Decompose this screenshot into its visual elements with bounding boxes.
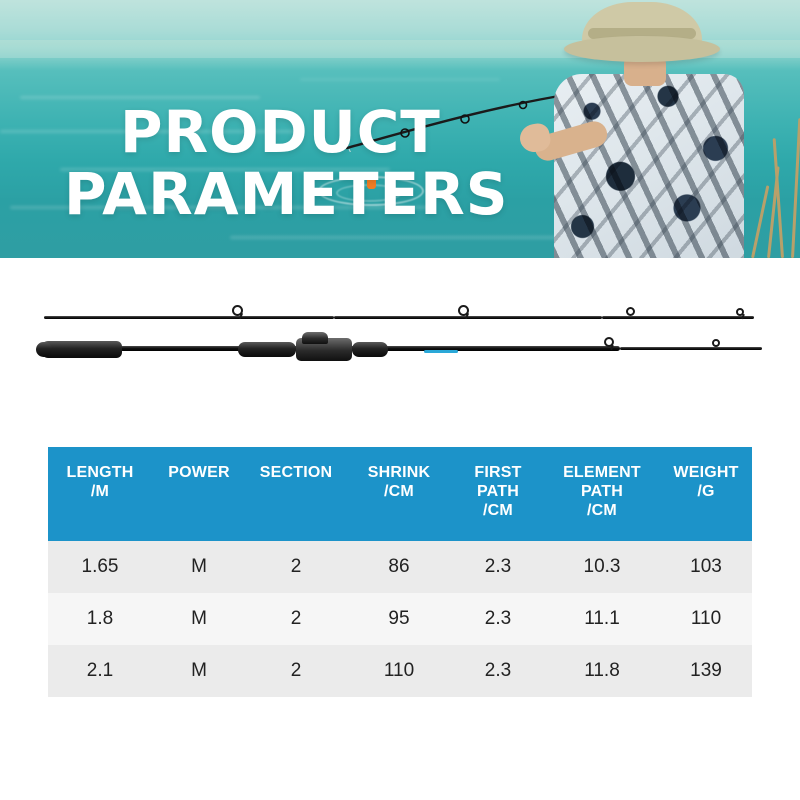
- blue-accent-wrap: [424, 350, 458, 353]
- cell-weight: 103: [660, 541, 752, 593]
- column-header-section: [246, 447, 346, 541]
- column-header-weight-title: WEIGHT: [673, 464, 739, 481]
- column-header-shrink-title: SHRINK: [367, 464, 431, 481]
- column-header-element-path-word2: PATH: [581, 483, 623, 500]
- column-header-section-title: SECTION: [259, 464, 333, 481]
- rod-upper-piece-tip: [602, 316, 754, 319]
- table-row: [48, 541, 752, 593]
- cell-section: 2: [246, 541, 346, 593]
- cell-first-path: 2.3: [452, 541, 544, 593]
- cell-power: M: [152, 645, 246, 697]
- cell-weight: 110: [660, 593, 752, 645]
- rear-grip: [238, 342, 296, 357]
- cell-section: 2: [246, 593, 346, 645]
- shirt-pattern: [554, 74, 744, 258]
- rod-upper-piece-left: [44, 316, 334, 319]
- column-header-length: [48, 447, 152, 541]
- column-header-element-path-title: ELEMENT: [563, 464, 641, 481]
- column-header-first-path-word2: PATH: [477, 483, 519, 500]
- cell-length: 1.8: [48, 593, 152, 645]
- table-header-row: [48, 447, 752, 541]
- column-header-weight-unit: /G: [697, 483, 715, 500]
- cell-element-path: 11.8: [544, 645, 660, 697]
- page-title-line-2: PARAMETERS: [64, 159, 509, 228]
- page-title: [64, 97, 509, 228]
- cell-first-path: 2.3: [452, 645, 544, 697]
- cell-shrink: 86: [346, 541, 452, 593]
- column-header-power: [152, 447, 246, 541]
- column-header-first-path-title: FIRST: [474, 464, 522, 481]
- cell-shrink: 110: [346, 645, 452, 697]
- cell-element-path: 11.1: [544, 593, 660, 645]
- front-grip: [352, 342, 388, 357]
- cell-weight: 139: [660, 645, 752, 697]
- table-header: [48, 447, 752, 541]
- cell-first-path: 2.3: [452, 593, 544, 645]
- product-photo: [0, 258, 800, 440]
- rod-lower-blank-tip: [620, 347, 762, 350]
- water-streak: [230, 236, 560, 239]
- table-row: [48, 593, 752, 645]
- hero-banner: [0, 0, 800, 258]
- column-header-shrink: [346, 447, 452, 541]
- butt-cap: [36, 342, 52, 357]
- patterned-shirt: [554, 74, 744, 258]
- column-header-weight: [660, 447, 752, 541]
- water-streak: [300, 78, 500, 81]
- hat-brim: [564, 36, 720, 62]
- parameters-table: [48, 447, 752, 697]
- page-title-line-1: PRODUCT: [120, 97, 441, 166]
- column-header-power-title: POWER: [168, 464, 230, 481]
- cell-length: 2.1: [48, 645, 152, 697]
- cell-power: M: [152, 593, 246, 645]
- cell-shrink: 95: [346, 593, 452, 645]
- column-header-element-path-unit: /CM: [587, 502, 617, 519]
- column-header-shrink-unit: /CM: [384, 483, 414, 500]
- cell-length: 1.65: [48, 541, 152, 593]
- reel-seat-hood: [302, 332, 328, 344]
- table-row: [48, 645, 752, 697]
- table-body: [48, 541, 752, 697]
- cell-power: M: [152, 541, 246, 593]
- column-header-first-path: [452, 447, 544, 541]
- rod-guide: [626, 307, 635, 316]
- butt-grip: [40, 341, 122, 358]
- column-header-length-unit: /M: [90, 483, 110, 500]
- column-header-length-title: LENGTH: [66, 464, 134, 481]
- column-header-first-path-unit: /CM: [483, 502, 513, 519]
- rod-upper-piece-mid: [334, 316, 602, 319]
- column-header-element-path: [544, 447, 660, 541]
- parameters-table-wrapper: [48, 447, 752, 697]
- rod-guide: [712, 339, 720, 347]
- cell-element-path: 10.3: [544, 541, 660, 593]
- cell-section: 2: [246, 645, 346, 697]
- angler-figure: [540, 0, 760, 258]
